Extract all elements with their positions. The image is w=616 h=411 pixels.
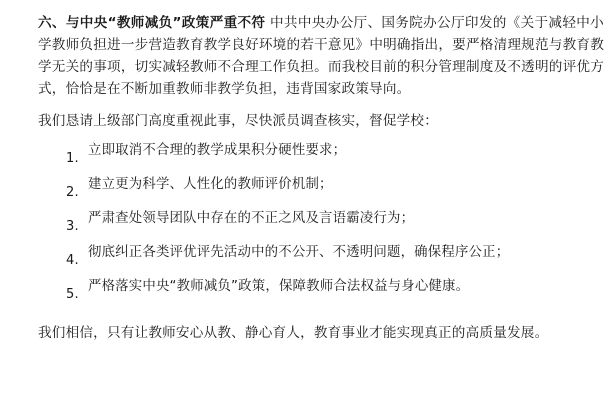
list-item [38,206,604,240]
list-item-text: 严格落实中央“教师减负”政策，保障教师合法权益与身心健康。 [88,279,470,294]
section-heading: 六、与中央“教师减负”政策严重不符 [38,15,266,31]
list-item-number: 4. [66,253,79,268]
list-item-number: 5. [66,287,79,302]
section-body-text: 中共中央办公厅、国务院办公厅印发的《关于减轻中小学教师负担进一步营造教育教学良好环境的若干意见》中明确指出，要严格清理规范与教育教学无关的事项，切实减轻教师不合理工作负担。而我校目前的积分管理制度及不透明的评优方式，恰恰是在不断加重教师非教学负担，违背国家政策导向。 [38,15,604,97]
list-item-text: 立即取消不合理的教学成果积分硬性要求； [88,143,347,158]
list-item-text: 彻底纠正各类评优评先活动中的不公开、不透明问题，确保程序公正； [88,245,510,260]
list-item [38,138,604,172]
list-item [38,172,604,206]
appeal-paragraph: 我们恳请上级部门高度重视此事，尽快派员调查核实，督促学校： [38,113,439,129]
list-item-text: 建立更为科学、人性化的教师评价机制； [88,177,333,192]
demands-list [38,138,604,308]
list-item-number: 1. [66,151,79,166]
list-item-text: 严肃查处领导团队中存在的不正之风及言语霸凌行为； [88,211,415,226]
list-item-number: 2. [66,185,79,200]
list-item-number: 3. [66,219,79,234]
list-item [38,274,604,308]
section-six-paragraph [38,12,604,100]
list-item [38,240,604,274]
document-body [38,12,604,344]
closing-paragraph: 我们相信，只有让教师安心从教、静心育人，教育事业才能实现真正的高质量发展。 [38,325,549,341]
